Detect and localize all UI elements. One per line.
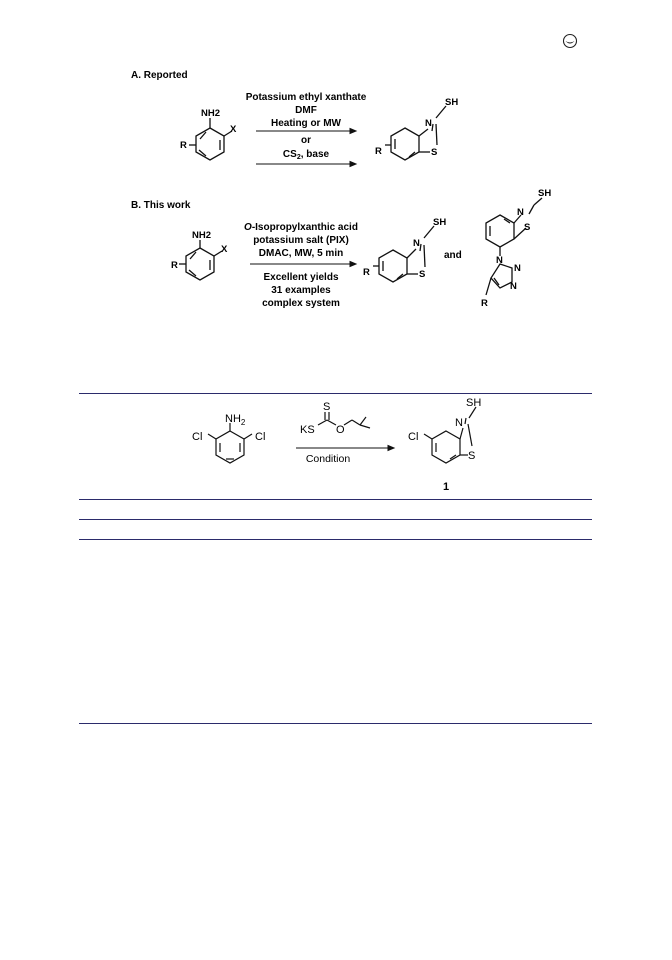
table-product-n-atom: N	[455, 417, 463, 429]
table-compound-number: 1	[443, 481, 450, 493]
section-b-heading: B. This work	[131, 200, 191, 211]
reactant-a-halide: X	[230, 124, 237, 135]
section-a-condition-3: Heating or MW	[271, 118, 341, 129]
table-reagent-s-top: S	[323, 401, 331, 413]
section-a-or-label: or	[301, 135, 311, 146]
product-a-s-atom: S	[431, 147, 438, 158]
product-b-s-atom: S	[419, 269, 426, 280]
table-product-s-atom: S	[468, 450, 476, 462]
product-b-thiol: SH	[433, 217, 447, 228]
section-a-condition-2: DMF	[295, 105, 317, 116]
table-header-rule-2	[79, 519, 592, 520]
table-reagent-ks: KS	[300, 424, 315, 436]
triazole-n3-atom: N	[510, 281, 517, 292]
table-product-thiol: SH	[466, 397, 482, 409]
product-b-n-atom: N	[413, 238, 420, 249]
triazole-product-thiol: SH	[538, 188, 552, 199]
table-bottom-rule	[79, 723, 592, 724]
table-reactant-amine: $NH_2$	[225, 413, 246, 427]
table-reactant-cl-right: Cl	[255, 431, 266, 443]
triazole-product-n-atom: N	[517, 207, 524, 218]
triazole-n2-atom: N	[514, 263, 521, 274]
reactant-b-halide: X	[221, 244, 228, 255]
reactant-a-r-group: R	[180, 140, 187, 151]
table-header-rule-3	[79, 539, 592, 540]
triazole-product-s-atom: S	[524, 222, 531, 233]
table-reactant-cl-left: Cl	[192, 431, 203, 443]
section-b-highlight-3: complex system	[262, 298, 340, 309]
reactant-a-amine: NH2	[201, 108, 221, 119]
section-b-highlight-2: 31 examples	[271, 285, 331, 296]
section-a-heading: A. Reported	[131, 70, 188, 81]
section-b-condition-1: O-Isopropylxanthic acid	[244, 222, 358, 233]
section-b-and-label: and	[444, 250, 462, 261]
product-b-r-group: R	[363, 267, 370, 278]
triazole-n1-atom: N	[496, 255, 503, 266]
table-product-cl: Cl	[408, 431, 419, 443]
product-a-r-group: R	[375, 146, 382, 157]
reactant-b-r-group: R	[171, 260, 178, 271]
section-b-highlight-1: Excellent yields	[263, 272, 339, 283]
product-a-n-atom: N	[425, 118, 432, 129]
table-arrow-condition: Condition	[305, 453, 351, 465]
reactant-b-amine: NH2	[192, 230, 212, 241]
table-reaction-arrow	[296, 446, 394, 451]
section-a-alt-condition: $CS_2$, base	[282, 149, 330, 161]
section-b-condition-3: DMAC, MW, 5 min	[258, 248, 344, 259]
section-a-condition-1: Potassium ethyl xanthate	[245, 92, 367, 103]
section-b-condition-2: potassium salt (PIX)	[253, 235, 349, 246]
product-a-thiol: SH	[445, 97, 459, 108]
table-reagent-o: O	[336, 424, 345, 436]
triazole-product-r-group: R	[481, 298, 488, 309]
table-reactant-structure	[208, 423, 252, 463]
